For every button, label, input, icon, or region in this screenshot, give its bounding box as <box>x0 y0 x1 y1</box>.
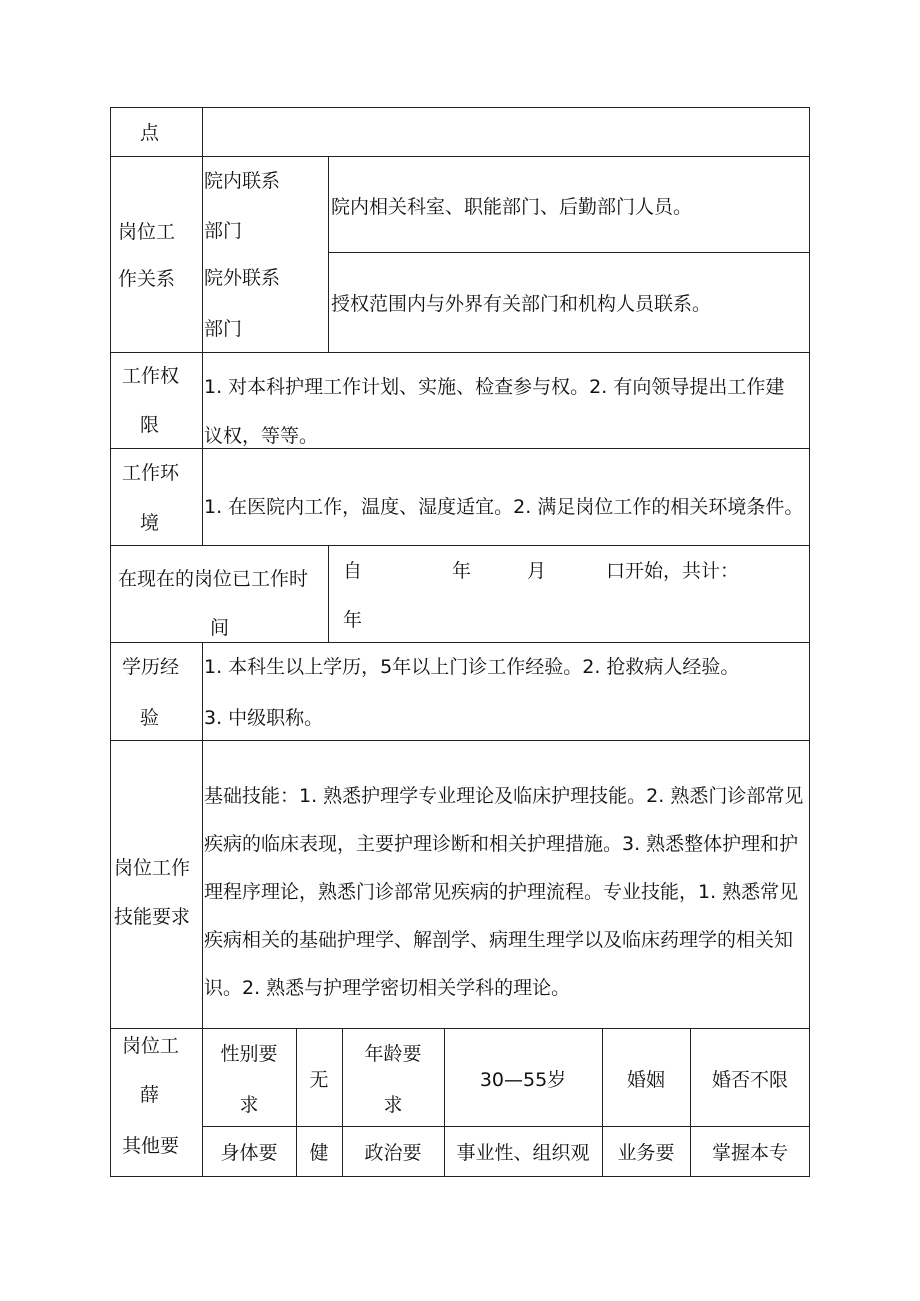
row-divider <box>202 1126 810 1127</box>
authority-label-line2: 限 <box>140 414 160 436</box>
tenure-year: 年 <box>452 560 472 582</box>
politics-value: 事业性、组织观 <box>456 1142 590 1164</box>
education-text-line1: 1. 本科生以上学历，5年以上门诊工作经验。2. 抢救病人经验。 <box>204 656 740 678</box>
relations-label-line2: 作关系 <box>118 268 176 290</box>
row-divider <box>110 352 810 353</box>
age-label-line1: 年龄要 <box>364 1043 422 1065</box>
environment-text: 1. 在医院内工作，温度、湿度适宜。2. 满足岗位工作的相关环境条件。 <box>204 496 804 518</box>
authority-label-line1: 工作权 <box>122 365 180 387</box>
body-value: 健 <box>309 1142 329 1164</box>
age-label-line2: 求 <box>383 1094 403 1116</box>
skills-label-line2: 技能要求 <box>114 906 191 928</box>
row-divider <box>110 642 810 643</box>
internal-sublabel-line2: 部门 <box>204 220 243 242</box>
tenure-label-line1: 在现在的岗位已工作时 <box>118 568 309 590</box>
marriage-label: 婚姻 <box>626 1069 665 1091</box>
tenure-label-line2: 间 <box>210 617 230 639</box>
politics-label: 政治要 <box>364 1142 422 1164</box>
authority-text-line1: 1. 对本科护理工作计划、实施、检查参与权。2. 有向领导提出工作建 <box>204 376 785 398</box>
business-value: 掌握本专 <box>711 1142 788 1164</box>
internal-contacts-value: 院内相关科室、职能部门、后勤部门人员。 <box>331 196 693 218</box>
marriage-value: 婚否不限 <box>711 1069 788 1091</box>
other-label-line3: 其他要 <box>122 1135 180 1157</box>
business-label: 业务要 <box>617 1142 675 1164</box>
gender-label-line1: 性别要 <box>220 1043 278 1065</box>
tenure-years: 年 <box>343 609 363 631</box>
gender-value: 无 <box>309 1069 329 1091</box>
external-sublabel-line2: 部门 <box>204 318 243 340</box>
authority-text-line2: 议权，等等。 <box>204 425 319 447</box>
education-label-line1: 学历经 <box>122 656 180 678</box>
tenure-start-total: 口开始，共计： <box>606 560 740 582</box>
other-label-line1: 岗位工 <box>122 1035 180 1057</box>
column-divider <box>202 107 203 545</box>
external-contacts-value: 授权范围内与外界有关部门和机构人员联系。 <box>331 293 712 315</box>
row-divider <box>110 545 810 546</box>
other-label-line2: 薛 <box>140 1084 160 1106</box>
skills-label-line1: 岗位工作 <box>114 857 191 879</box>
external-sublabel-line1: 院外联系 <box>204 267 281 289</box>
skills-text: 基础技能：1. 熟悉护理学专业理论及临床护理技能。2. 熟悉门诊部常见疾病的临床表现，主要护理诊断和相关护理措施。3. 熟悉整体护理和护理程序理论，熟悉门诊部常见疾病的护理流程。专业技能，1. 熟悉常见疾病相关的基础护理学、解剖学、病理生理学以及临床药理学的相关知识。2. 熟悉与护理学密切相关学科的理论。 <box>204 785 804 999</box>
column-divider <box>328 156 329 352</box>
gender-label-line2: 求 <box>239 1094 259 1116</box>
tenure-month: 月 <box>527 560 547 582</box>
row-divider <box>110 1028 810 1029</box>
relations-label-line1: 岗位工 <box>118 221 176 243</box>
column-divider <box>328 545 329 642</box>
tenure-from: 自 <box>343 560 363 582</box>
education-label-line2: 验 <box>140 707 160 729</box>
internal-sublabel-line1: 院内联系 <box>204 170 281 192</box>
row-divider <box>328 252 810 253</box>
row-divider <box>110 740 810 741</box>
education-text-line2: 3. 中级职称。 <box>204 707 324 729</box>
row-divider <box>110 448 810 449</box>
age-value: 30—55岁 <box>479 1069 567 1091</box>
row-label-point: 点 <box>140 122 160 144</box>
row-divider <box>110 156 810 157</box>
body-label: 身体要 <box>220 1142 278 1164</box>
environment-label-line2: 境 <box>140 512 160 534</box>
environment-label-line1: 工作环 <box>122 462 180 484</box>
